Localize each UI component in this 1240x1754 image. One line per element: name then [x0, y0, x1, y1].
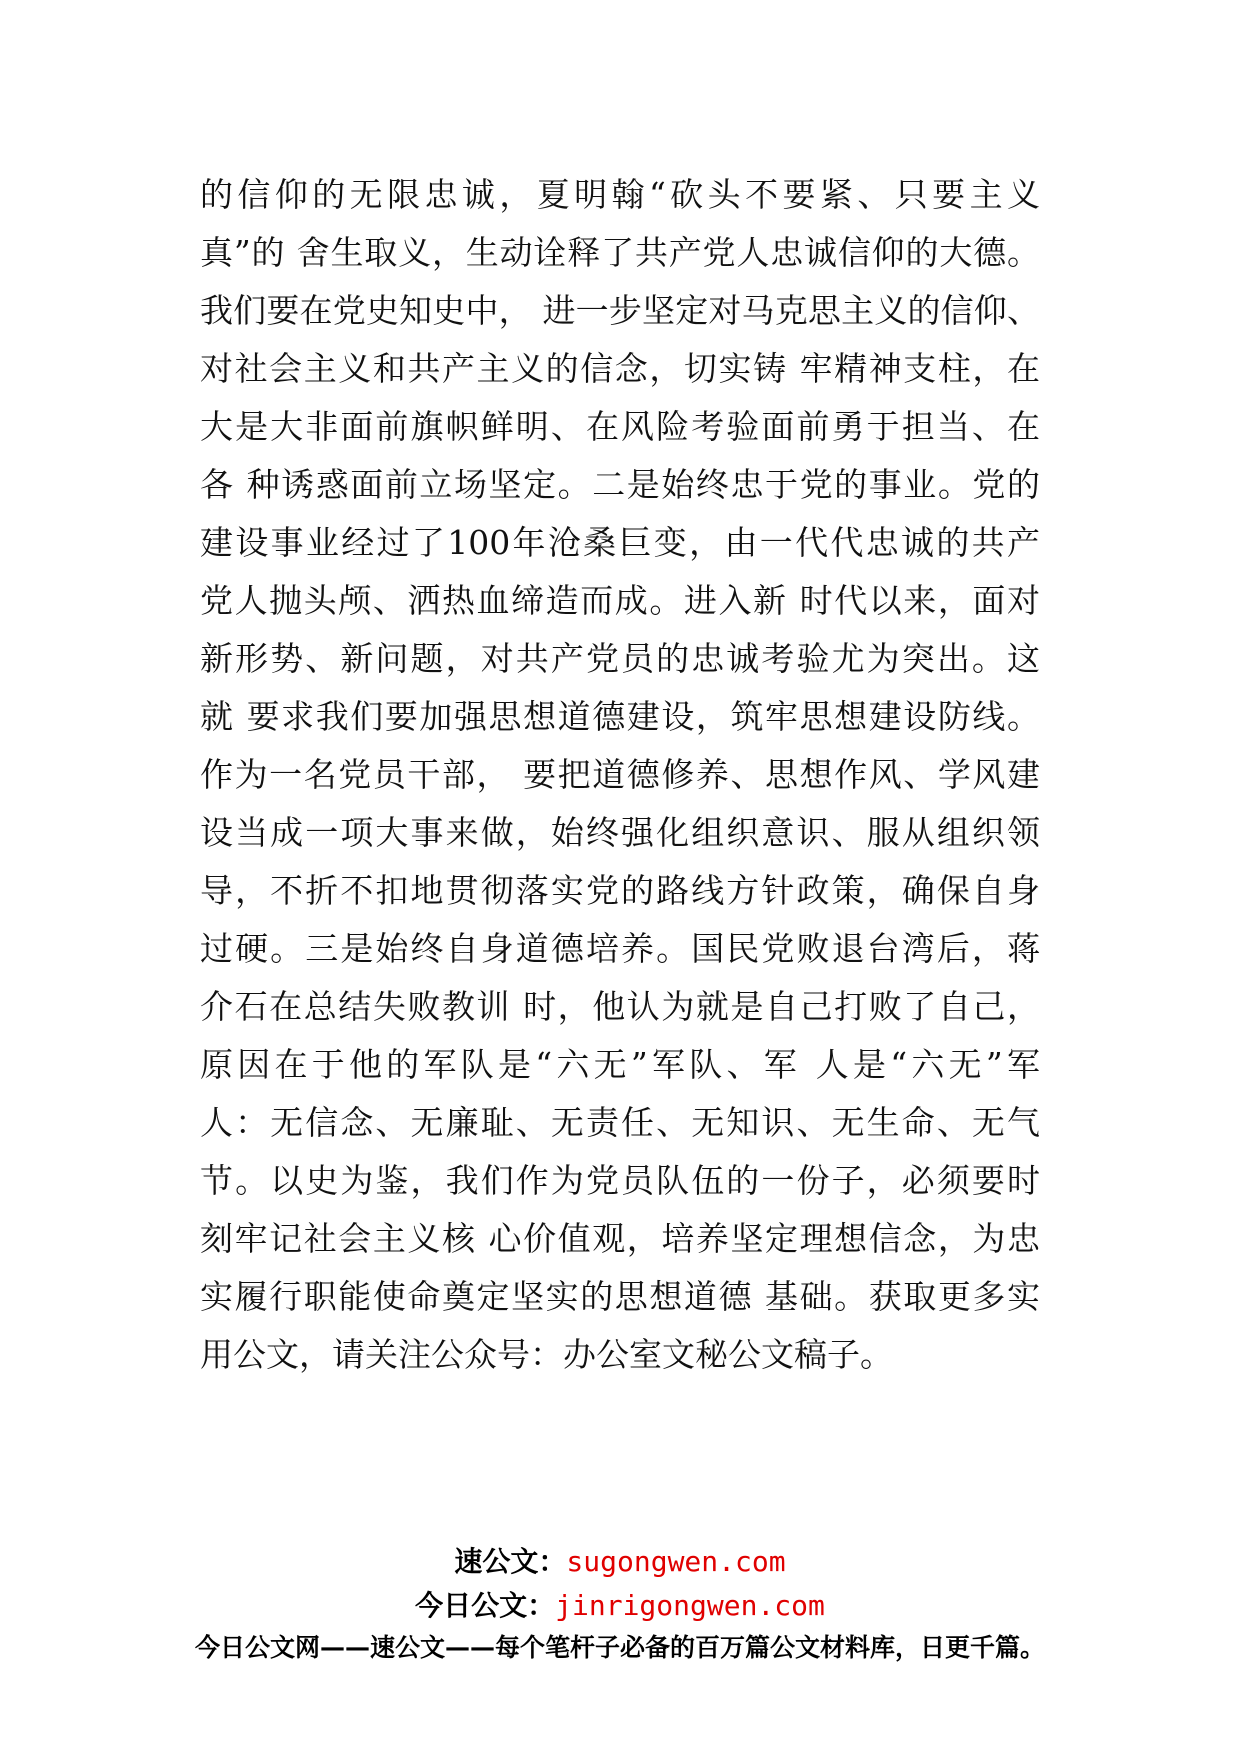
- footer-slogan: 今日公文网——速公文——每个笔杆子必备的百万篇公文材料库，日更千篇。: [194, 1633, 1045, 1662]
- text-line: 介石在总结失败教训 时，他认为就是自己打败了自己，: [200, 987, 1040, 1026]
- text-line: 人：无信念、无廉耻、无责任、无知识、无生命、无气: [200, 1103, 1040, 1142]
- text-line: 对社会主义和共产主义的信念，切实铸 牢精神支柱，在: [200, 349, 1040, 388]
- text-line: 导，不折不扣地贯彻落实党的路线方针政策，确保自身: [200, 871, 1040, 910]
- footer-link-jinrigongwen[interactable]: jinrigongwen.com: [555, 1589, 825, 1622]
- text-line: 原因在于他的军队是“六无”军队、军 人是“六无”军: [200, 1045, 1040, 1084]
- text-line: 设当成一项大事来做，始终强化组织意识、服从组织领: [200, 813, 1040, 852]
- text-line: 真”的 舍生取义，生动诠释了共产党人忠诚信仰的大德。: [200, 233, 1040, 272]
- text-line: 新形势、新问题，对共产党员的忠诚考验尤为突出。这: [200, 639, 1040, 678]
- text-line: 实履行职能使命奠定坚实的思想道德 基础。获取更多实: [200, 1277, 1040, 1316]
- text-line: 刻牢记社会主义核 心价值观，培养坚定理想信念，为忠: [200, 1219, 1040, 1258]
- text-line: 过硬。三是始终自身道德培养。国民党败退台湾后，蒋: [200, 929, 1040, 968]
- text-line: 的信仰的无限忠诚，夏明翰“砍头不要紧、只要主义: [200, 175, 1040, 214]
- text-line: 我们要在党史知史中， 进一步坚定对马克思主义的信仰、: [200, 291, 1040, 330]
- text-line: 建设事业经过了100年沧桑巨变，由一代代忠诚的共产: [200, 523, 1040, 562]
- text-line: 各 种诱惑面前立场坚定。二是始终忠于党的事业。党的: [200, 465, 1040, 504]
- footer-label: 速公文：: [454, 1545, 567, 1578]
- text-line: 作为一名党员干部， 要把道德修养、思想作风、学风建: [200, 755, 1040, 794]
- text-line: 就 要求我们要加强思想道德建设，筑牢思想建设防线。: [200, 697, 1040, 736]
- footer-link-sugongwen[interactable]: sugongwen.com: [566, 1545, 786, 1578]
- footer-sugongwen: [0, 1540, 1240, 1580]
- footer-label: 今日公文：: [415, 1589, 556, 1622]
- footer-jinrigongwen: [0, 1584, 1240, 1624]
- text-line-last: 用公文，请关注公众号：办公室文秘公文稿子。: [200, 1335, 893, 1374]
- text-line: 大是大非面前旗帜鲜明、在风险考验面前勇于担当、在: [200, 407, 1040, 446]
- text-line: 党人抛头颅、洒热血缔造而成。进入新 时代以来，面对: [200, 581, 1040, 620]
- text-line: 节。以史为鉴，我们作为党员队伍的一份子，必须要时: [200, 1161, 1040, 1200]
